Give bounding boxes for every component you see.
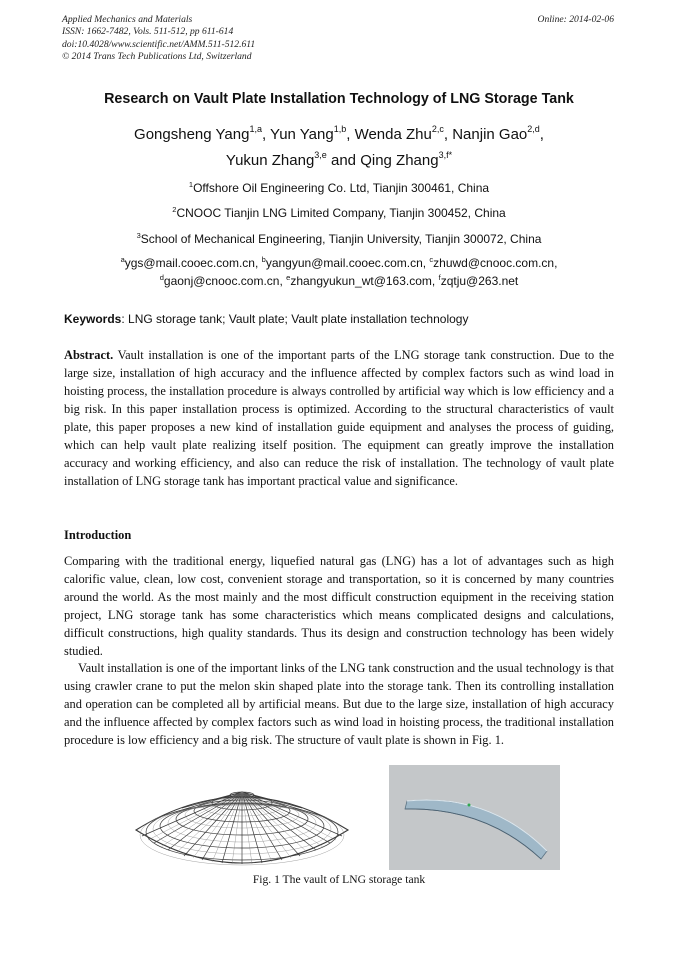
email-line-2: $^d$gaonj@cnooc.com.cn, $^e$zhangyukun_wt@163.com, $^f$zqtju@263.net [159, 273, 519, 288]
author-sup: 3,f* [438, 150, 453, 160]
author-name: Gongsheng Yang [134, 126, 250, 143]
keywords [64, 312, 468, 326]
email-link[interactable]: zhuwd@cnooc.com.cn [433, 256, 555, 270]
author-sup: 2,c [431, 124, 444, 134]
online-date: Online: 2014-02-06 [537, 14, 614, 25]
abstract-label: Abstract. [64, 348, 114, 362]
affiliation-2 [0, 206, 678, 220]
section-heading: Introduction [64, 528, 132, 542]
email-line-1: $^a$ygs@mail.cooec.com.cn, $^b$yangyun@mail.cooec.com.cn, $^c$zhuwd@cnooc.com.cn, [120, 255, 558, 270]
author-name: Yun Yang [270, 126, 334, 143]
copyright-line: © 2014 Trans Tech Publications Ltd, Switzerland [62, 51, 252, 63]
affiliation-sup: 2 [172, 205, 177, 214]
vault-wireframe-image [132, 770, 352, 866]
affiliation-text: CNOOC Tianjin LNG Limited Company, Tianjin 300452, China [176, 206, 506, 220]
author-sup: 1,b [333, 124, 347, 134]
email-link[interactable]: zhangyukun_wt@163.com [290, 274, 432, 288]
journal-name: Applied Mechanics and Materials [62, 14, 193, 25]
author-name: Wenda Zhu [354, 126, 432, 143]
intro-paragraph-2: Vault installation is one of the important links of the LNG tank construction and the usual technology is that using crawler crane to put the melon skin shaped plate into the storage tank. Then its controlling installation and operation can be completed all by artificial means. But due to the large size, installation of high accuracy and the influence affected by complex factors such as wind load in hoisting process, the traditional installation procedure is low efficiency and a big risk. The structure of vault plate is shown in Fig. 1. [64, 661, 614, 747]
doi-line: doi:10.4028/www.scientific.net/AMM.511-512.611 [62, 38, 256, 50]
email-link[interactable]: ygs@mail.cooec.com.cn [124, 256, 255, 270]
abstract-text: Vault installation is one of the important parts of the LNG storage tank construction. Due to the large size, installation of high accuracy and the influence affected by complex factors such as wind load in hoisting process, the installation procedure is always controlled by artificial way which is low efficiency and a big risk. In this paper installation process is optimized. According to the structural characteristics of vault plate, this paper proposes a new kind of installation guide equipment and analyses the process of guiding, which can help vault plate realizing itself position. The equipment can greatly improve the installation accuracy and working efficiency, and also can reduce the risk of installation. The technology of vault plate installation of LNG storage tank has important practical value and significance. [64, 348, 614, 488]
affiliation-text: School of Mechanical Engineering, Tianjin University, Tianjin 300072, China [140, 232, 542, 246]
keywords-label: Keywords [64, 312, 122, 326]
abstract [64, 346, 614, 490]
journal-header [62, 14, 255, 64]
author-sup: 3,e [314, 150, 327, 160]
author-name: Qing Zhang [360, 152, 439, 169]
affiliation-3 [0, 232, 678, 246]
author-sup: 1,a [249, 124, 262, 134]
author-name: Nanjin Gao [452, 126, 528, 143]
affiliation-sup: 1 [188, 180, 194, 189]
vault-plate-render-image [389, 765, 560, 870]
author-line-2: Yukun Zhang$^{3,e}$ and Qing Zhang$^{3,f*}$ [225, 150, 453, 169]
author-line-1: Gongsheng Yang$^{1,a}$, Yun Yang$^{1,b}$, Wenda Zhu$^{2,c}$, Nanjin Gao$^{2,d}$, [134, 124, 544, 143]
email-link[interactable]: yangyun@mail.cooec.com.cn [265, 256, 423, 270]
paper-title: Research on Vault Plate Installation Technology of LNG Storage Tank [104, 91, 574, 107]
intro-paragraph-1: Comparing with the traditional energy, liquefied natural gas (LNG) has a lot of advantages such as high calorific value, clean, low cost, convenient storage and transportation, so it is concerned by many countries around the world. As the most mainly and the most difficult construction equipment in the receiving station project, LNG storage tank has some characteristics which means complicated designs and calculations, difficult constructions, high quality standards. Thus its design and construction technology has been widely studied. [64, 554, 614, 658]
keywords-text: : LNG storage tank; Vault plate; Vault plate installation technology [121, 312, 469, 326]
affiliation-sup: 3 [136, 231, 141, 240]
author-name: Yukun Zhang [225, 152, 315, 169]
affiliation-text: Offshore Oil Engineering Co. Ltd, Tianjin 300461, China [193, 181, 490, 195]
figure-caption: Fig. 1 The vault of LNG storage tank [252, 873, 426, 886]
email-link[interactable]: gaonj@cnooc.com.cn [163, 274, 280, 288]
author-sup: 2,d [527, 124, 540, 134]
affiliation-1 [0, 181, 678, 195]
issn-line: ISSN: 1662-7482, Vols. 511-512, pp 611-614 [62, 26, 234, 38]
email-link[interactable]: zqtju@263.net [440, 274, 519, 288]
